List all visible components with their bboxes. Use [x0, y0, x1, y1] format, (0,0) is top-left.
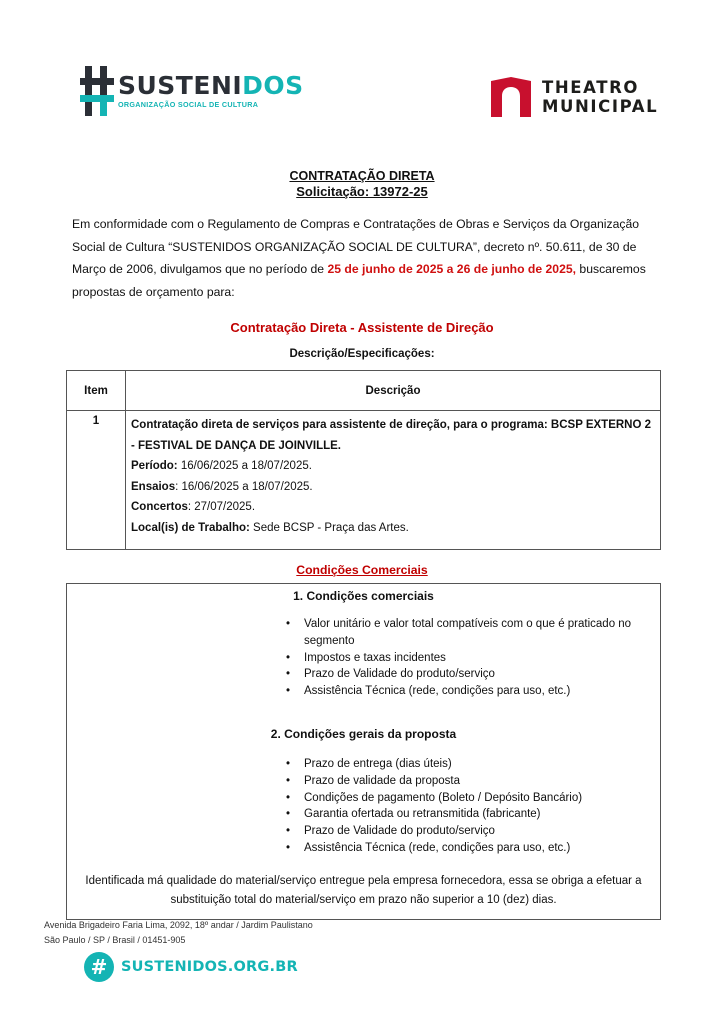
list-item: • Condições de pagamento (Boleto / Depósito Bancário): [286, 790, 656, 807]
footer-address: [44, 918, 313, 948]
spec-title: Descrição/Especificações:: [289, 348, 435, 360]
footer-website[interactable]: [84, 952, 298, 982]
list-item: • Assistência Técnica (rede, condições para uso, etc.): [286, 683, 656, 700]
quality-note: Identificada má qualidade do material/serviço entregue pela empresa fornecedora, essa se obriga a efetuar a substituição total do material/serviço em prazo não superior a 10 (dez) dias.: [85, 875, 642, 906]
row-description: [126, 411, 661, 550]
logo-subtitle: ORGANIZAÇÃO SOCIAL DE CULTURA: [118, 100, 259, 109]
theatre-line1: THEATRO: [542, 78, 640, 97]
conditions-list-2: [286, 756, 656, 857]
table-row: [67, 411, 661, 550]
hash-logo-icon: [80, 64, 114, 118]
list-item: • Garantia ofertada ou retransmitida (fabricante): [286, 806, 656, 823]
address-line-2: São Paulo / SP / Brasil / 01451-905: [44, 935, 186, 945]
conditions-list-1: [286, 616, 656, 700]
row-item: 1: [67, 411, 126, 550]
list-item: • Prazo de validade da proposta: [286, 773, 656, 790]
hash-icon: #: [84, 952, 114, 982]
list-item: • Prazo de Validade do produto/serviço: [286, 666, 656, 683]
theatro-municipal-logo: [490, 76, 658, 118]
theatre-line2: MUNICIPAL: [542, 97, 659, 116]
conditions-title: Condições Comerciais: [296, 563, 428, 577]
list-item: • Impostos e taxas incidentes: [286, 650, 656, 667]
col-desc-header: Descrição: [126, 371, 661, 411]
section-title: Contratação Direta - Assistente de Direção: [230, 320, 494, 335]
desc-periodo: Período: 16/06/2025 a 18/07/2025.: [131, 460, 312, 473]
conditions-heading-2: 2. Condições gerais da proposta: [270, 727, 457, 741]
list-item: • Prazo de entrega (dias úteis): [286, 756, 656, 773]
desc-concertos: Concertos: 27/07/2025.: [131, 501, 256, 514]
spec-table: [66, 370, 661, 550]
list-item: • Assistência Técnica (rede, condições para uso, etc.): [286, 840, 656, 857]
col-item-header: Item: [67, 371, 126, 411]
doc-title: CONTRATAÇÃO DIRETA: [289, 169, 435, 183]
list-item: • Valor unitário e valor total compatíveis com o que é praticado no segmento: [286, 616, 656, 650]
intro-paragraph: Em conformidade com o Regulamento de Compras e Contratações de Obras e Serviços da Organização Social de Cultura “SUSTENIDOS ORGANIZAÇÃO SOCIAL DE CULTURA”, decreto nº. 50.611, de 30 de Março de 2006, divulgamos que no período de 25 de junho de 2025 a 26 de junho de 2025, buscaremos propostas de orçamento para:: [72, 217, 646, 299]
conditions-box: [66, 583, 661, 920]
logo-name: SUSTENIDOS: [118, 71, 304, 100]
desc-ensaios: Ensaios: 16/06/2025 a 18/07/2025.: [131, 480, 313, 493]
list-item: • Prazo de Validade do produto/serviço: [286, 823, 656, 840]
conditions-heading-1: 1. Condições comerciais: [293, 589, 434, 603]
table-header-row: [67, 371, 661, 411]
desc-local: Local(is) de Trabalho: Sede BCSP - Praça das Artes.: [131, 521, 409, 534]
desc-main: Contratação direta de serviços para assistente de direção, para o programa: BCSP EXTERNO 2 - FESTIVAL DE DANÇA DE JOINVILLE.: [131, 419, 652, 452]
sustenidos-logo: [80, 64, 304, 118]
request-number: Solicitação: 13972-25: [296, 184, 428, 199]
address-line-1: Avenida Brigadeiro Faria Lima, 2092, 18º andar / Jardim Paulistano: [44, 920, 313, 930]
website-link[interactable]: SUSTENIDOS.ORG.BR: [121, 959, 298, 975]
theatre-arch-icon: [490, 76, 532, 118]
intro-period: 25 de junho de 2025 a 26 de junho de 2025,: [327, 262, 577, 276]
